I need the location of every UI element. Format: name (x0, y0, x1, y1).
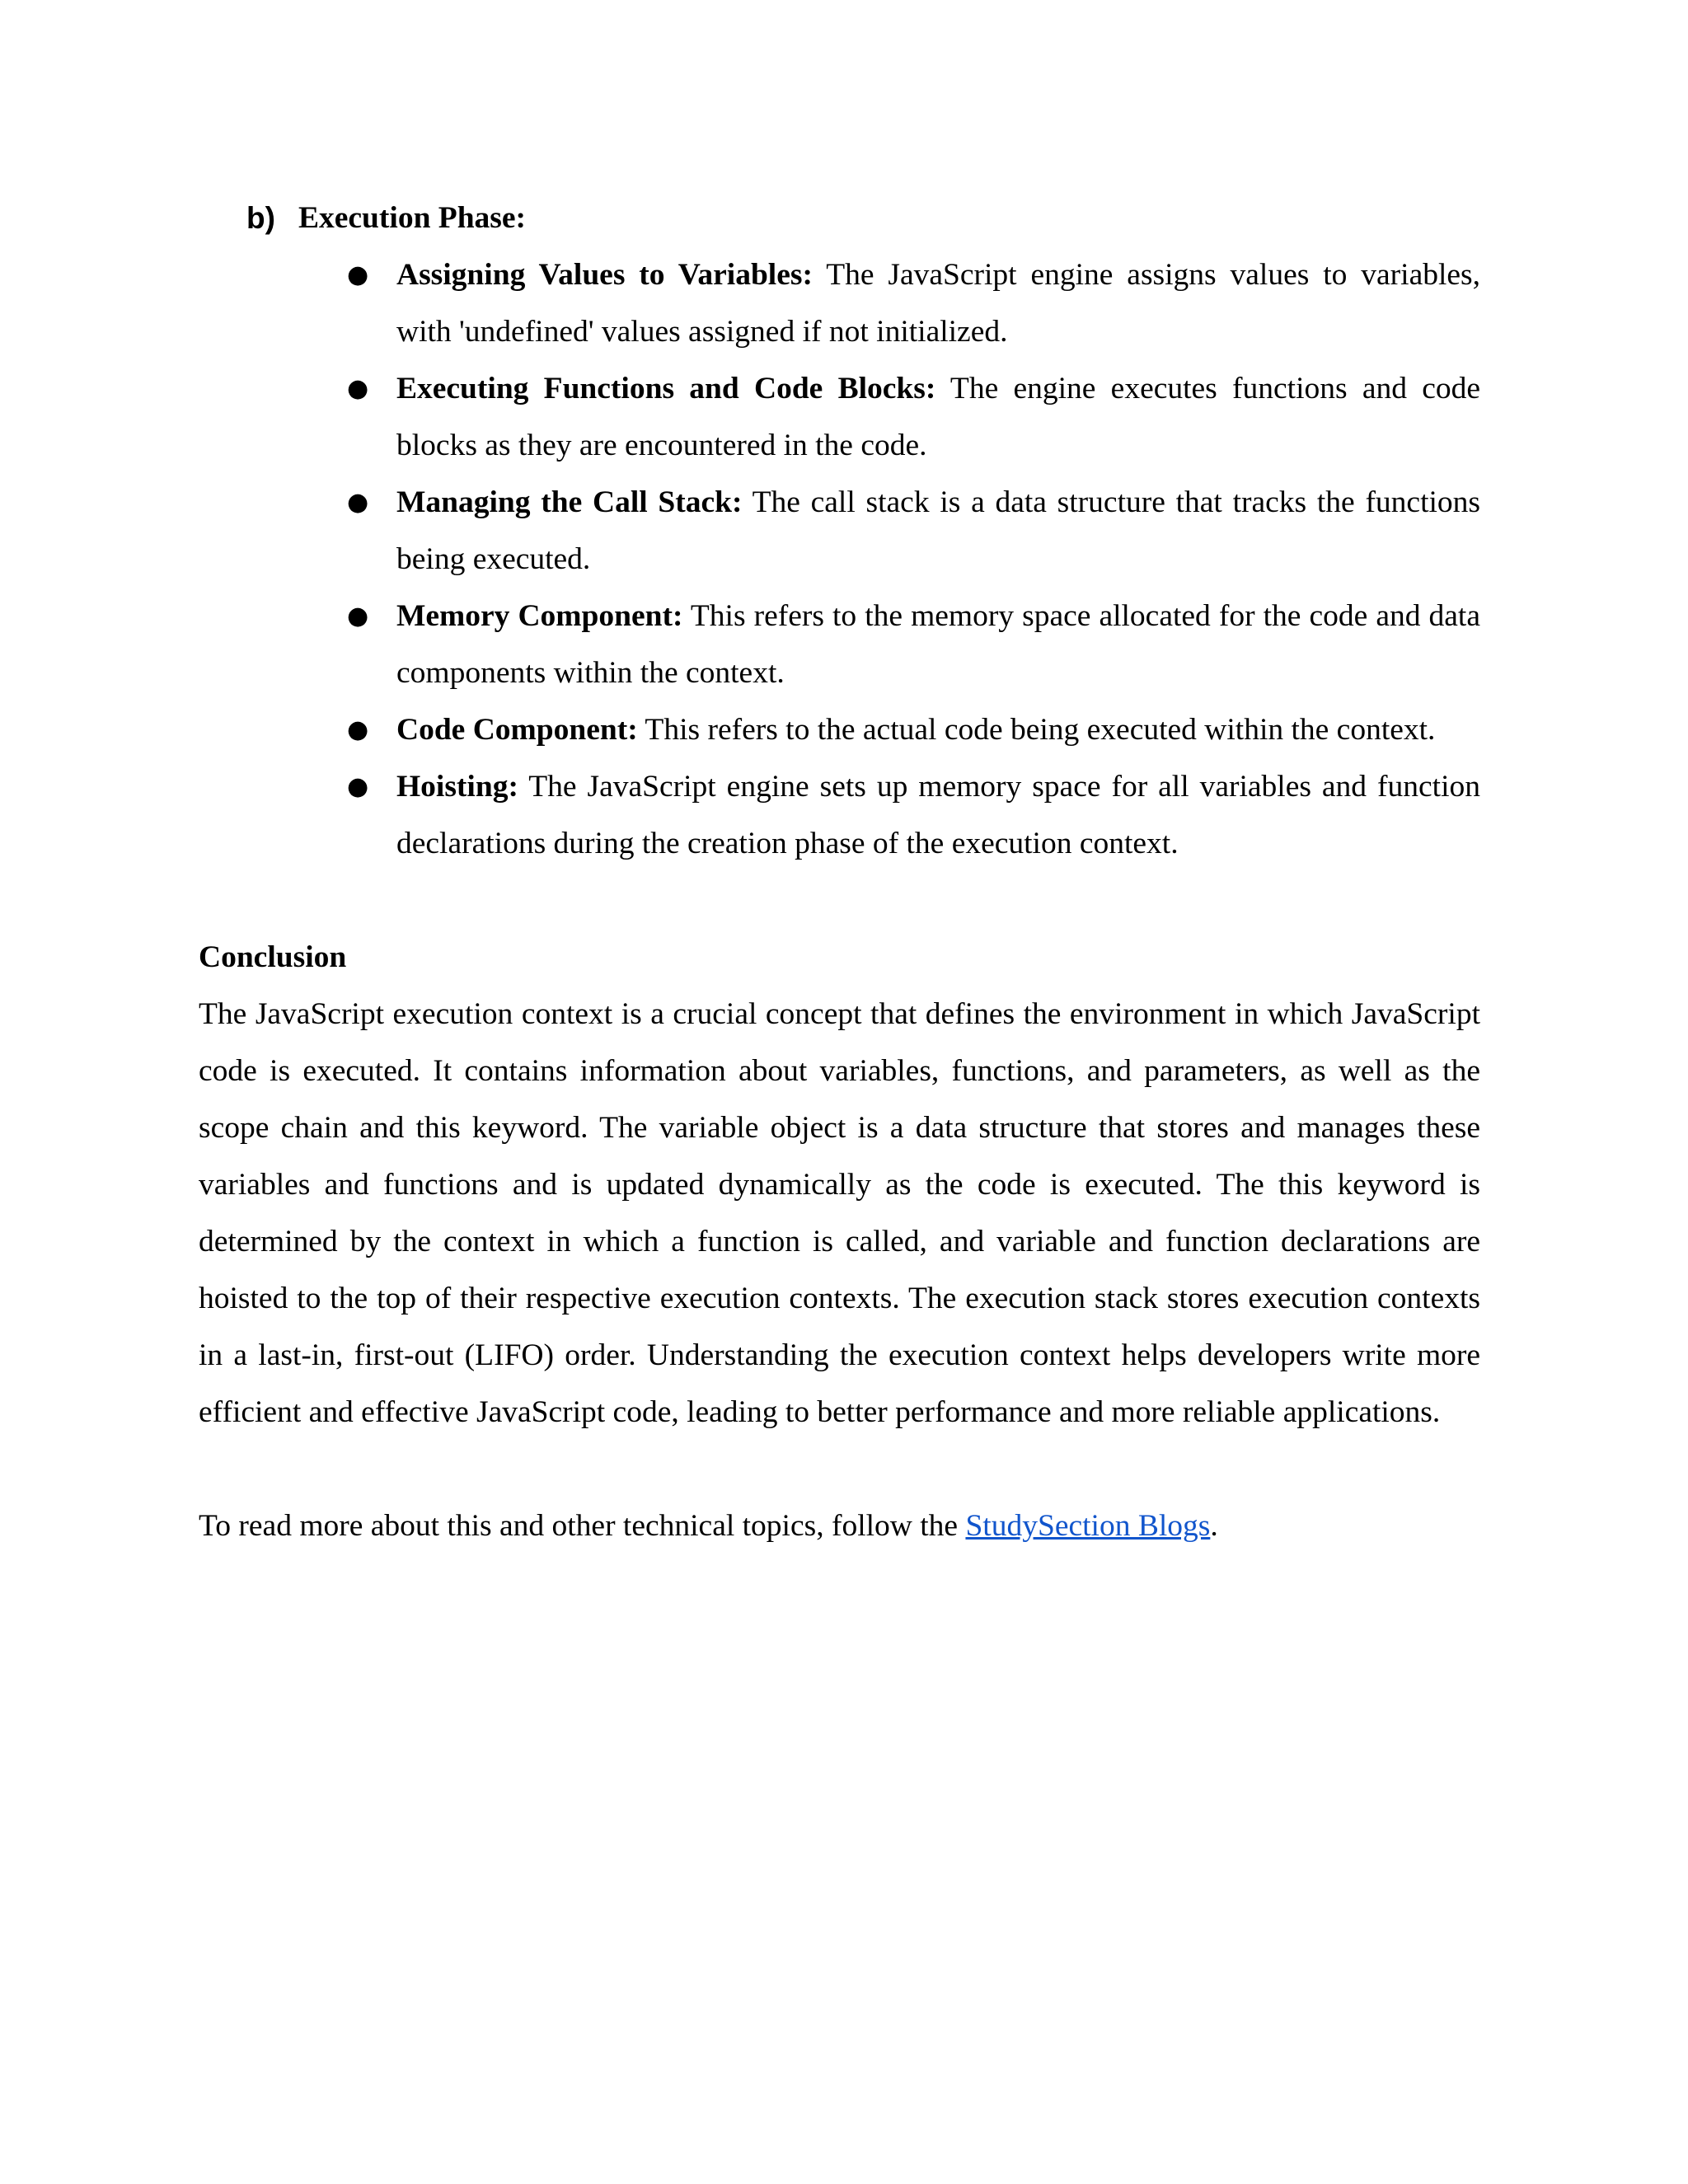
list-item (199, 588, 1480, 701)
bullet-text: This refers to the memory space allocated for the code and data components within the context. (396, 599, 1480, 690)
bullet-icon: ● (347, 715, 369, 744)
bullet-icon: ● (347, 772, 369, 801)
document-content (199, 190, 1480, 1554)
list-item (199, 246, 1480, 360)
bullet-icon: ● (347, 488, 369, 517)
bullet-text: The call stack is a data structure that tracks the functions being executed. (396, 485, 1481, 576)
bullet-text: The JavaScript engine assigns values to variables, with 'undefined' values assigned if not initialized. (396, 258, 1480, 349)
bullet-term: Executing Functions and Code Blocks: (396, 372, 936, 405)
bullet-icon: ● (347, 602, 369, 630)
bullet-term: Assigning Values to Variables: (396, 258, 813, 292)
closing-prefix: To read more about this and other technical topics, follow the (199, 1509, 966, 1543)
closing-suffix: . (1210, 1509, 1218, 1543)
bullet-term: Hoisting: (396, 770, 518, 804)
bullet-icon: ● (347, 260, 369, 289)
bullet-text: The engine executes functions and code blocks as they are encountered in the code. (396, 372, 1481, 462)
list-item (199, 701, 1480, 758)
bullet-term: Managing the Call Stack: (396, 485, 743, 519)
bullet-icon: ● (347, 374, 369, 403)
execution-phase-heading (199, 190, 1480, 246)
closing-paragraph (199, 1497, 1480, 1554)
conclusion-heading: Conclusion (199, 940, 347, 974)
studysection-blogs-link[interactable]: StudySection Blogs (965, 1509, 1211, 1543)
section-marker: b) (246, 201, 275, 235)
bullet-text: The JavaScript engine sets up memory space for all variables and function declarations during the creation phase of the execution context. (396, 770, 1480, 860)
list-item (199, 360, 1480, 474)
section-title: Execution Phase: (298, 201, 527, 235)
bullet-text: This refers to the actual code being executed within the context. (645, 713, 1436, 747)
conclusion-paragraph: The JavaScript execution context is a crucial concept that defines the environment in which JavaScript code is executed. It contains information about variables, functions, and parameters, as well as the scope chain and this keyword. The variable object is a data structure that stores and manages these variables and functions and is updated dynamically as the code is executed. The this keyword is determined by the context in which a function is called, and variable and function declarations are hoisted to the top of their respective execution contexts. The execution stack stores execution contexts in a last-in, first-out (LIFO) order. Understanding the execution context helps developers write more efficient and effective JavaScript code, leading to better performance and more reliable applications. (199, 997, 1480, 1429)
bullet-term: Memory Component: (396, 599, 683, 633)
bullet-term: Code Component: (396, 713, 638, 747)
list-item (199, 474, 1480, 588)
list-item (199, 758, 1480, 872)
execution-phase-list (199, 246, 1480, 872)
